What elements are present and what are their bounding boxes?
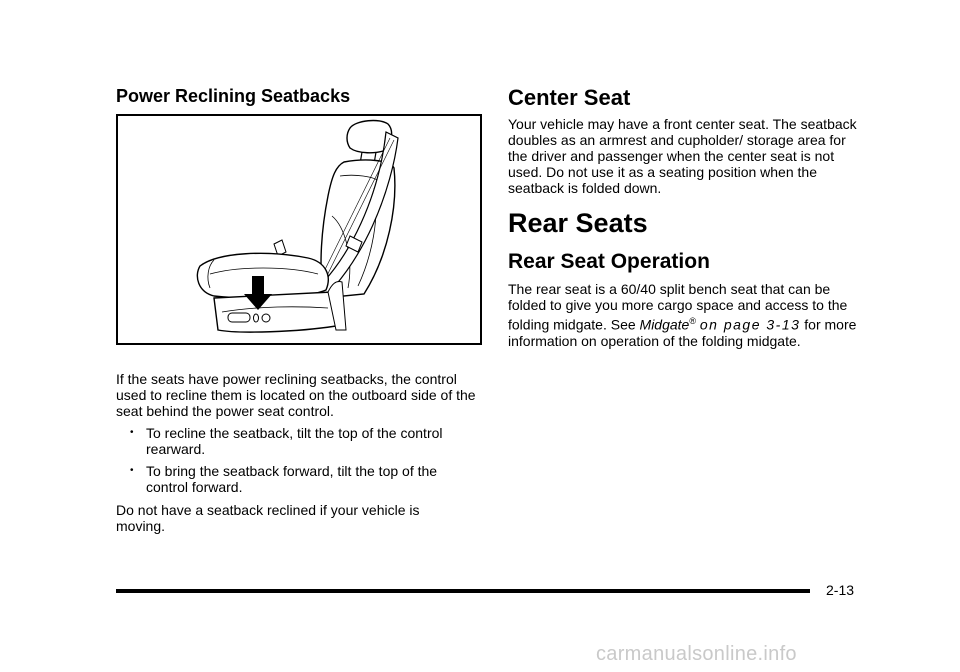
registered-mark: ®: [689, 316, 696, 326]
center-seat-paragraph: Your vehicle may have a front center seat. The seatback doubles as an armrest and cupholder/ storage area for the driver and passenger when the center seat is not used. Do not use it as a seating position when the seatback is folded down.: [508, 116, 857, 196]
section-heading-center-seat: Center Seat: [508, 85, 631, 110]
section-heading-power-reclining: Power Reclining Seatbacks: [116, 86, 351, 106]
closing-paragraph: Do not have a seatback reclined if your vehicle is moving.: [116, 502, 420, 534]
section-heading-rear-seats: Rear Seats: [508, 208, 648, 238]
watermark: carmanualsonline.info: [596, 643, 797, 665]
footer-rule: [116, 589, 810, 593]
midgate-link[interactable]: Midgate: [639, 316, 690, 333]
page-reference-link[interactable]: on page 3-13: [699, 316, 801, 333]
seat-illustration: [116, 114, 482, 345]
list-item: [118, 425, 478, 457]
bullet-text: To recline the seatback, tilt the top of the control rearward.: [146, 425, 443, 457]
page-number: 2-13: [826, 582, 855, 598]
rear-body-after: for more information on operation of the folding midgate.: [508, 316, 857, 349]
list-item: [118, 463, 478, 495]
subheading-rear-seat-operation: Rear Seat Operation: [508, 250, 710, 273]
intro-paragraph: If the seats have power reclining seatbacks, the control used to recline them is located on the outboard side of the seat behind the power seat control.: [116, 371, 476, 419]
bullet-glyph: •: [130, 465, 134, 476]
power-seat-diagram: [118, 116, 480, 343]
rear-seat-paragraph: [508, 281, 868, 349]
bullet-glyph: •: [130, 427, 134, 438]
rear-body-before: The rear seat is a 60/40 split bench seat that can be folded to give you more cargo space and access to the folding midgate. See: [508, 281, 848, 333]
bullet-text: To bring the seatback forward, tilt the top of the control forward.: [146, 463, 438, 495]
